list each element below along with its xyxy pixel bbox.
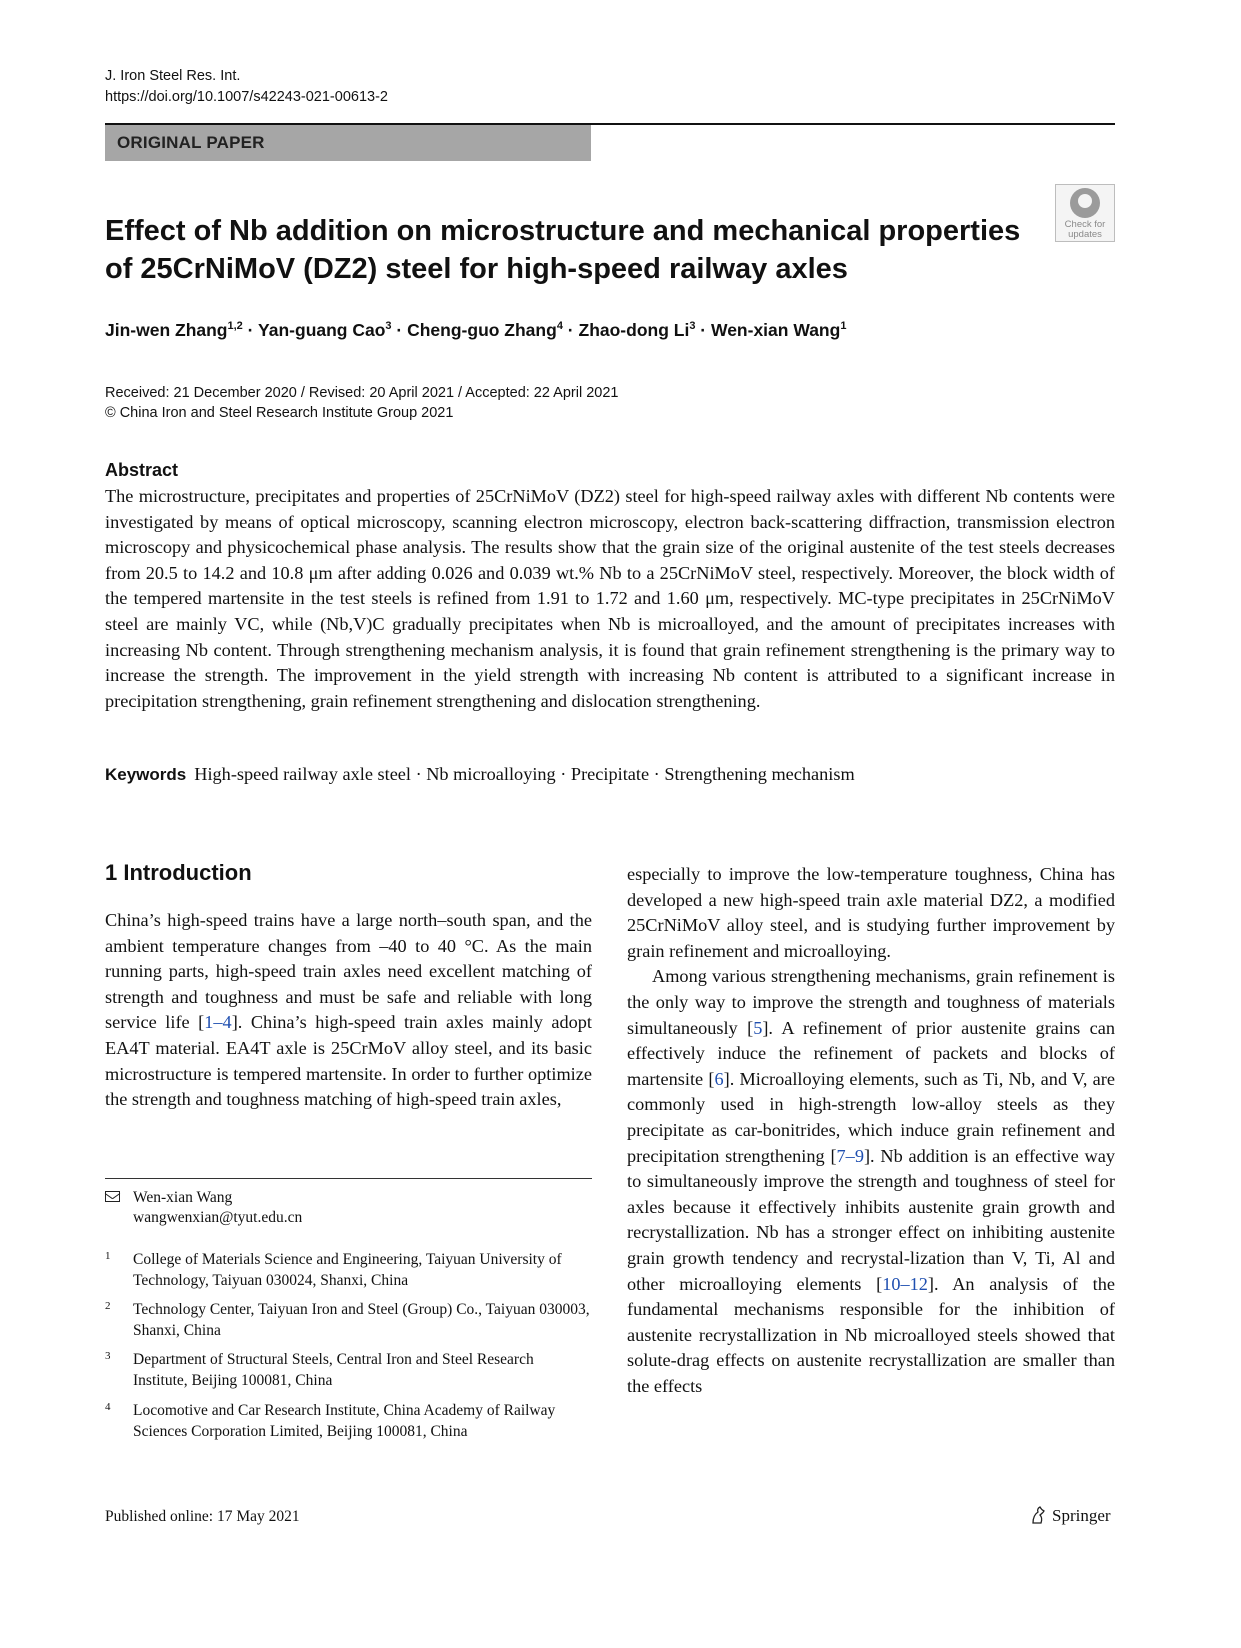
check-updates-line1: Check for: [1064, 219, 1106, 230]
check-for-updates-badge[interactable]: [1055, 184, 1115, 242]
author-name[interactable]: Jin-wen Zhang: [105, 320, 228, 340]
doi-link[interactable]: https://doi.org/10.1007/s42243-021-00613-2: [105, 89, 388, 105]
section-heading-introduction: 1 Introduction: [105, 860, 252, 885]
author-list: [105, 320, 1115, 341]
envelope-icon: [105, 1191, 120, 1202]
journal-header: [105, 66, 388, 108]
author-name[interactable]: Zhao-dong Li: [578, 320, 690, 340]
citation-link[interactable]: 7–9: [836, 1145, 864, 1166]
article-type: ORIGINAL PAPER: [117, 133, 265, 152]
author-separator: ·: [242, 320, 259, 340]
author-affiliation-mark: 1: [840, 320, 847, 333]
corresponding-email[interactable]: wangwenxian@tyut.edu.cn: [133, 1209, 303, 1226]
abstract-text: The microstructure, precipitates and properties of 25CrNiMoV (DZ2) steel for high-speed railway axles with different Nb contents were investigated by means of optical microscopy, scanning electron microscopy, electron back-scattering diffraction, transmission electron microscopy and physicochemical phase analysis. The results show that the grain size of the original austenite of the test steels decreases from 20.5 to 14.2 and 10.8 μm after adding 0.026 and 0.039 wt.% Nb to a 25CrNiMoV steel, respectively. Moreover, the block width of the tempered martensite in the test steels is refined from 1.91 to 1.72 and 1.60 μm, respectively. MC-type precipitates in 25CrNiMoV steel are mainly VC, while (Nb,V)C gradually precipitates when Nb is microalloyed, and the amount of precipitates increases with increasing Nb content. Through strengthening mechanism analysis, it is found that grain refinement strengthening is the primary way to increase the strength. The improvement in the yield strength with increasing Nb content is attributed to a significant increase in precipitation strengthening, grain refinement strengthening and dislocation strengthening.: [105, 486, 1115, 711]
article-type-band: [105, 125, 591, 161]
published-online: Published online: 17 May 2021: [105, 1508, 300, 1525]
check-updates-line2: updates: [1068, 229, 1102, 240]
affiliation-text: Locomotive and Car Research Institute, China Academy of Railway Sciences Corporation Limited, Beijing 100081, China: [133, 1402, 556, 1440]
affiliation: [105, 1401, 592, 1442]
springer-horse-icon: [1030, 1506, 1046, 1524]
keywords-label: Keywords: [105, 765, 187, 784]
citation-link[interactable]: 6: [714, 1068, 724, 1089]
intro-paragraph: China’s high-speed trains have a large north–south span, and the ambient temperature changes from –40 to 40 °C. As the main running parts, high-speed train axles need excellent matching of strength and toughness and must be safe and reliable with long service life [1–4]. China’s high-speed train axles mainly adopt EA4T material. EA4T axle is 25CrMoV alloy steel, and its basic microstructure is tempered martensite. In order to further optimize the strength and toughness matching of high-speed train axles,: [105, 910, 592, 1110]
affiliation-text: Technology Center, Taiyuan Iron and Steel (Group) Co., Taiyuan 030003, Shanxi, China: [133, 1301, 590, 1339]
affiliation-number: 3: [105, 1350, 111, 1362]
journal-name: J. Iron Steel Res. Int.: [105, 68, 241, 84]
affiliation-text: Department of Structural Steels, Central Iron and Steel Research Institute, Beijing 100081, China: [133, 1351, 534, 1389]
affiliation-text: College of Materials Science and Engineering, Taiyuan University of Technology, Taiyuan 030024, Shanxi, China: [133, 1251, 562, 1289]
affiliation: [105, 1350, 592, 1391]
author-separator: ·: [391, 320, 408, 340]
paper-title: Effect of Nb addition on microstructure and mechanical properties of 25CrNiMoV (DZ2) steel for high-speed railway axles: [105, 215, 1021, 285]
affiliation-number: 4: [105, 1401, 111, 1413]
author-separator: ·: [562, 320, 579, 340]
affiliation-number: 2: [105, 1300, 111, 1312]
citation-link[interactable]: 10–12: [882, 1273, 928, 1294]
author-affiliation-mark: 3: [385, 320, 392, 333]
author-separator: ·: [695, 320, 711, 340]
check-updates-icon: [1070, 188, 1100, 218]
keywords-text: High-speed railway axle steel · Nb microalloying · Precipitate · Strengthening mechanism: [194, 764, 855, 784]
corresponding-author: [105, 1188, 592, 1228]
publisher-name: Springer: [1052, 1506, 1111, 1525]
affiliation: [105, 1250, 592, 1291]
copyright-line: © China Iron and Steel Research Institute Group 2021: [105, 405, 454, 421]
history-dates: Received: 21 December 2020 / Revised: 20 April 2021 / Accepted: 22 April 2021: [105, 385, 619, 401]
abstract-heading: Abstract: [105, 460, 179, 480]
author-affiliation-mark: 1,2: [227, 320, 243, 333]
corresponding-name: Wen-xian Wang: [133, 1189, 233, 1206]
affiliation: [105, 1300, 592, 1341]
author-name[interactable]: Wen-xian Wang: [711, 320, 841, 340]
citation-link[interactable]: 1–4: [204, 1012, 232, 1033]
author-name[interactable]: Yan-guang Cao: [258, 320, 386, 340]
intro-paragraph: Among various strengthening mechanisms, grain refinement is the only way to improve the strength and toughness of materials simultaneously [5]. A refinement of prior austenite grains can effectively induce the refinement of packets and blocks of martensite [6]. Microalloying elements, such as Ti, Nb, and V, are commonly used in high-strength low-alloy steels as they precipitate as car-bonitrides, which induce grain refinement and precipitation strengthening [7–9]. Nb addition is an effective way to simultaneously improve the strength and toughness of steel for axles because it effectively inhibits austenite grain growth and recrystallization. Nb has a stronger effect on inhibiting austenite grain growth tendency and recrystal-lization than V, Ti, Al and other microalloying elements [10–12]. An analysis of the fundamental mechanisms responsible for the inhibition of austenite recrystallization in Nb microalloyed steels showed that solute-drag effects on austenite recrystallization are smaller than the effects: [627, 966, 1116, 1396]
keywords: [105, 764, 1115, 785]
author-name[interactable]: Cheng-guo Zhang: [407, 320, 557, 340]
author-affiliation-mark: 3: [689, 320, 696, 333]
intro-column-left: [105, 908, 592, 1113]
article-dates: [105, 383, 618, 423]
footnote-rule: [105, 1178, 592, 1179]
citation-link[interactable]: 5: [753, 1017, 763, 1038]
intro-paragraph: especially to improve the low-temperature toughness, China has developed a new high-speed train axle material DZ2, a modified 25CrNiMoV alloy steel, and is studying further improvement by grain refinement and microalloying.: [627, 864, 1115, 961]
publisher-logo: [1030, 1506, 1111, 1526]
author-affiliation-mark: 4: [556, 320, 563, 333]
intro-column-right: [627, 862, 1115, 1399]
affiliation-number: 1: [105, 1250, 111, 1262]
